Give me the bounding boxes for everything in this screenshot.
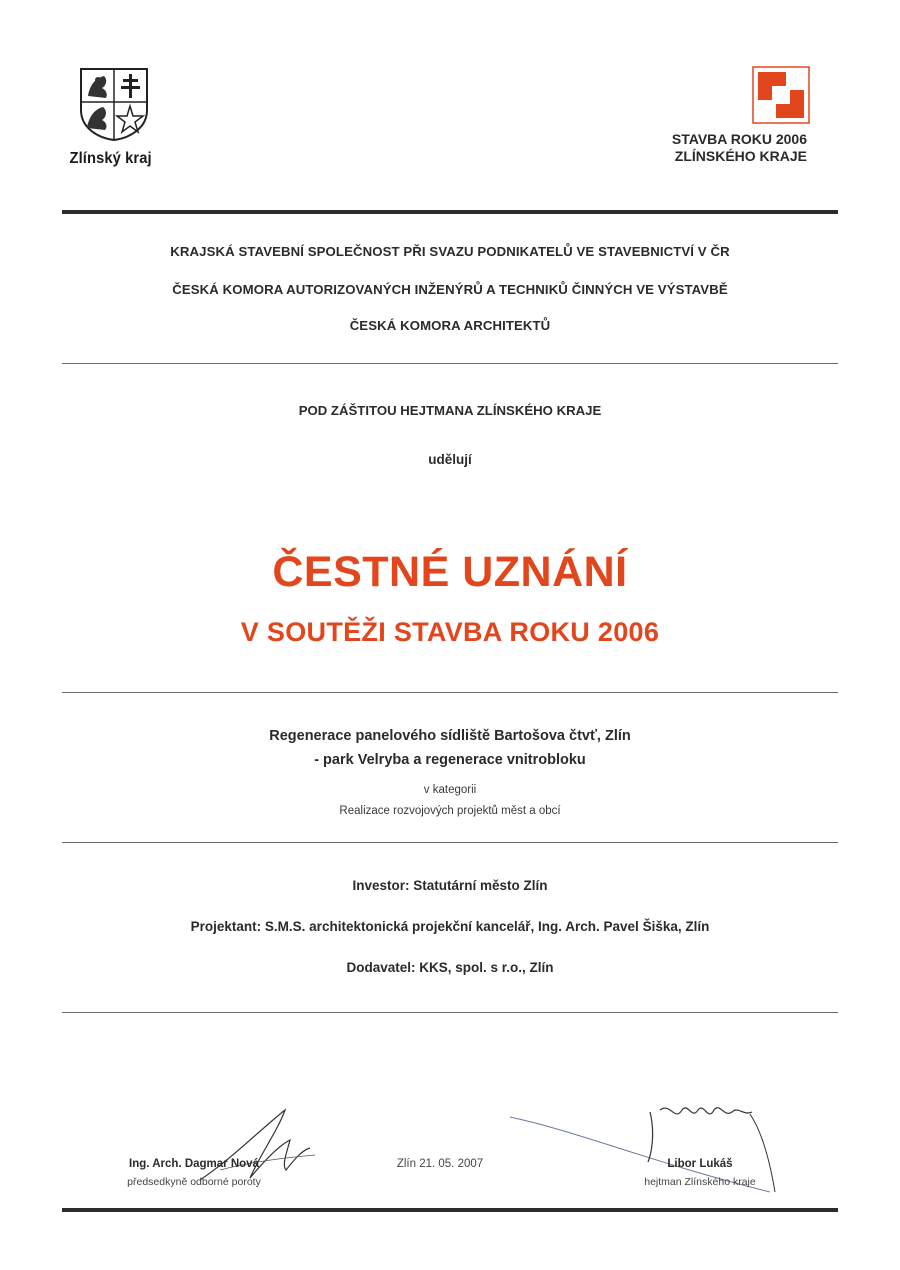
- designer: Projektant: S.M.S. architektonická projekční kancelář, Ing. Arch. Pavel Šiška, Zlín: [190, 919, 710, 934]
- right-signatory-role: hejtman Zlínského kraje: [644, 1176, 756, 1188]
- category-label: v kategorii: [423, 784, 477, 796]
- project-name-line2: - park Velryba a regenerace vnitrobloku: [314, 752, 586, 768]
- award-title: ČESTNÉ UZNÁNÍ: [272, 548, 628, 596]
- organizer-3: ČESKÁ KOMORA ARCHITEKTŮ: [349, 318, 551, 333]
- award-brand-line2: ZLÍNSKÉHO KRAJE: [674, 148, 807, 164]
- left-signatory-role: předsedkyně odborné poroty: [127, 1176, 261, 1188]
- divider-4: [62, 1012, 838, 1013]
- patronage-text: POD ZÁŠTITOU HEJTMANA ZLÍNSKÉHO KRAJE: [298, 403, 602, 418]
- award-brand-line1: STAVBA ROKU 2006: [671, 131, 807, 147]
- divider-3: [62, 842, 838, 843]
- award-verb: udělují: [428, 452, 472, 467]
- right-signatory-name: Libor Lukáš: [667, 1158, 733, 1170]
- project-name-line1: Regenerace panelového sídliště Bartošova čtvť, Zlín: [269, 728, 631, 744]
- divider-1: [62, 363, 838, 364]
- bottom-rule: [62, 1208, 838, 1212]
- top-rule: [62, 210, 838, 214]
- coat-of-arms-icon: [78, 66, 150, 142]
- divider-2: [62, 692, 838, 693]
- organizer-2: ČESKÁ KOMORA AUTORIZOVANÝCH INŽENÝRŮ A TECHNIKŮ ČINNÝCH VE VÝSTAVBĚ: [172, 282, 728, 297]
- investor: Investor: Statutární město Zlín: [352, 878, 548, 893]
- contractor: Dodavatel: KKS, spol. s r.o., Zlín: [346, 960, 554, 975]
- category-name: Realizace rozvojových projektů měst a obcí: [339, 805, 561, 817]
- organizer-1: KRAJSKÁ STAVEBNÍ SPOLEČNOST PŘI SVAZU PODNIKATELŮ VE STAVEBNICTVÍ V ČR: [170, 244, 730, 259]
- region-name: Zlínský kraj: [69, 150, 152, 167]
- award-brand: [600, 131, 807, 165]
- left-signatory-name: Ing. Arch. Dagmar Nová: [129, 1158, 259, 1170]
- place-date: Zlín 21. 05. 2007: [396, 1158, 484, 1170]
- stavba-roku-logo-icon: [752, 66, 810, 124]
- award-subtitle: V SOUTĚŽI STAVBA ROKU 2006: [240, 617, 660, 647]
